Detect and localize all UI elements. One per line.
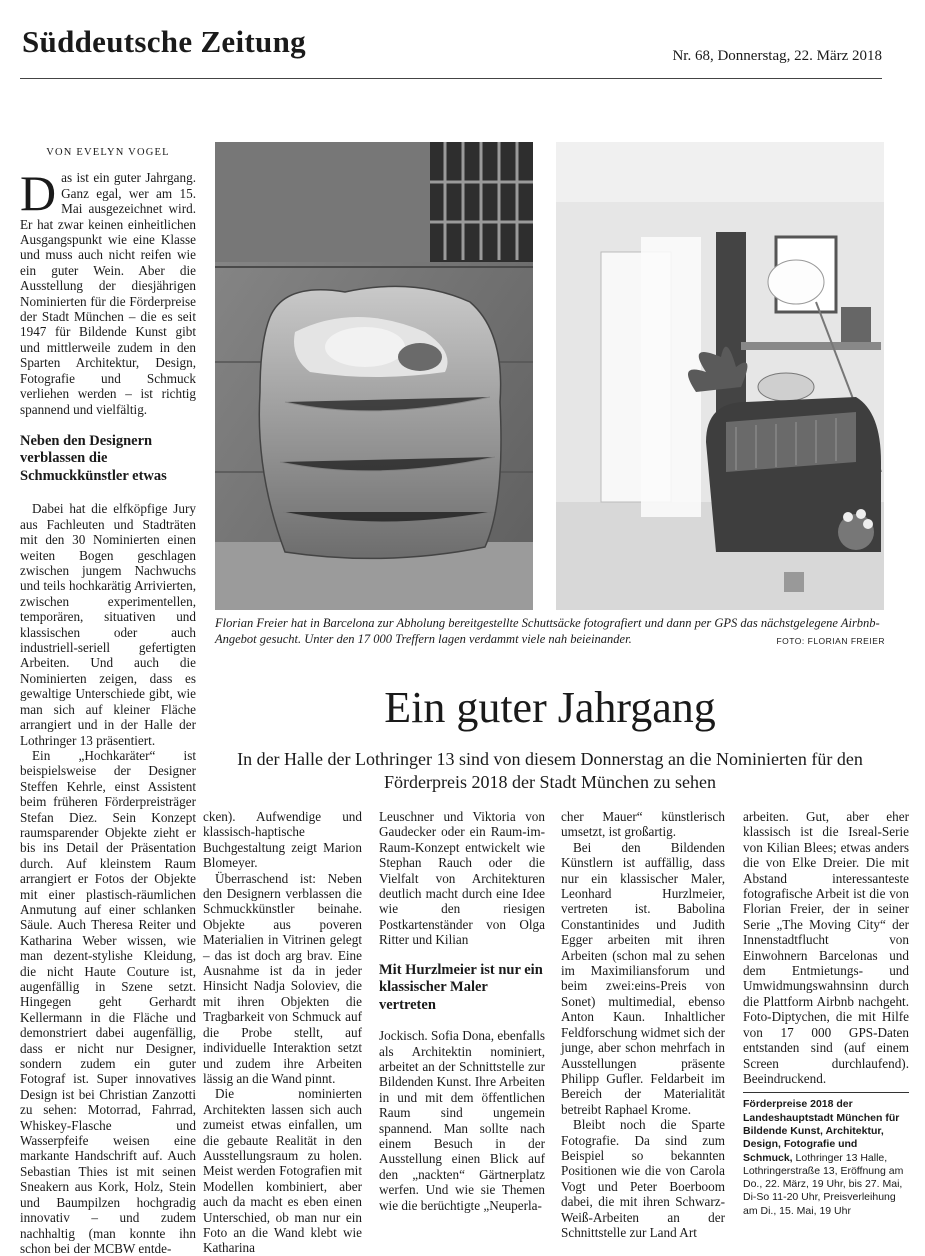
lead-text: as ist ein guter Jahrgang. Ganz egal, wer am 15. Mai ausgezeichnet wird. Er hat zwar keinen einheitlichen Ausgangspunkt wie eine Klasse und muss auch nicht reifen wie ein guter Wein. Aber die Ausstellung der diesjährigen Nominierten für die Förderpreise der Stadt München – die es seit 1947 für Bildende Kunst gibt und mittlerweile zudem in den Sparten Architektur, Design, Fotografie und Schmuck verliehen werden – ist richtig spannend und vielfältig. bbox=[20, 170, 196, 417]
paragraph: Die nominierten Architekten lassen sich auch zumeist etwas einfallen, um die gebaute Realität in den Ausstellungsraum zu holen. Meist werden Fotografien mit Modellen kombiniert, aber auch da macht es eben einen Unterschied, ob man nur ein Foto an die Wand klebt wie Katharina bbox=[203, 1086, 362, 1256]
info-box-title: Förderpreise 2018 der Landeshauptstadt München für Bildende Kunst, Architektur, Design, Fotografie und Schmuck, bbox=[743, 1098, 900, 1164]
paragraph: cken). Aufwendige und klassisch-haptische Buchgestaltung zeigt Marion Blomeyer. bbox=[203, 809, 362, 871]
photo-credit: FOTO: FLORIAN FREIER bbox=[776, 636, 885, 646]
paragraph: Dabei hat die elfköpfige Jury aus Fachleuten und Stadträten mit den 30 Nominierten einen weiten Bogen geschlagen zwischen jungem Nachwuchs und teils hochkarätig Arrivierten, zwischen experimentellen, temporären, situativen und klassischen oder auch industriell-seriell gefertigten Arbeiten. Und auch die Nominierten zeigen, dass es gewaltige Unterschiede gibt, wie man sich auf kleiner Fläche arrangiert und in der Halle der Lothringer 13 präsentiert. bbox=[20, 501, 196, 748]
paragraph: cher Mauer“ künstlerisch umsetzt, ist großartig. bbox=[561, 809, 725, 840]
photo-caption bbox=[215, 615, 885, 649]
paragraph: Bei den Bildenden Künstlern ist auffällig, dass nur ein klassischer Maler, Leonhard Hurzlmeier, vertreten ist. Babolina Constantinides und Judith Egger arbeiten mit ihren Arbeiten (schon mal zu sehen im Maximiliansforum und beim zwei:eins-Preis von Sonet) multimedial, ebenso Anton Kaun. Inhaltlicher Feldforschung widmet sich der junge, aber schon mehrfach in Ausstellungen präsente Philipp Gufler. Feldarbeit im Bereich der Materialität betreibt Raphael Krome. bbox=[561, 839, 725, 1117]
issue-date: Nr. 68, Donnerstag, 22. März 2018 bbox=[672, 48, 882, 64]
paragraph: Bleibt noch die Sparte Fotografie. Da sind zum Beispiel so bekannten Positionen wie die von Carola Vogt und Peter Boerboom dabei, die mit ihren Schwarz-Weiß-Arbeiten an der Schnittstelle zur Land Art bbox=[561, 1117, 725, 1240]
info-box bbox=[743, 1092, 909, 1218]
paragraph: Ein „Hochkaräter“ ist beispielsweise der Designer Steffen Kehrle, einst Assistent beim früheren Förderpreisträger Stefan Diez. Sein Konzept raumsparender Objekte zieht er bis ins Detail der Präsentation durch. Auf kleinstem Raum arrangiert er Fotos der Objekte mit einer plastisch-räumlichen Anmutung auf einer schlanken Säule. Auch Theresa Reiter und Katharina Weber wissen, wie man dezent-stylishe Kleidung, die nicht Haute Couture ist, augenfällig in Szene setzt. Hingegen geht Gerhardt Kellermann in die Fläche und demonstriert dabei augenfällig, dass er nicht nur Designer, sondern zudem ein guter Fotograf ist. Super innovatives Design ist bei Christian Zanzotti zu sehen: Motorrad, Fahrrad, Whiskey-Flasche und Wasserpfeife weisen eine markante Handschrift auf. Auch Sebastian Thies ist mit seinen Sneakern aus Kork, Holz, Stein und Baumpilzen hochgradig innovativ – und zudem nachhaltig (man konnte ihn schon bei der MCBW entde- bbox=[20, 747, 196, 1256]
byline: VON EVELYN VOGEL bbox=[46, 147, 170, 158]
caption-text: Florian Freier hat in Barcelona zur Abholung bereitgestellte Schuttsäcke fotografiert und dann per GPS das nächstgelegene Airbnb-Angebot gesucht. Unter den 17 000 Treffern lagen verdammt viele nah beieinander. bbox=[215, 616, 880, 646]
article-column-4 bbox=[561, 809, 725, 1240]
subheading-2: Mit Hurzlmeier ist nur ein klassischer Maler vertreten bbox=[379, 961, 543, 1013]
paragraph: arbeiten. Gut, aber eher klassisch ist die Isreal-Serie von Kilian Blees; etwas anders die von Elke Dreier. Die mit Abstand interessanteste fotografische Arbeit ist die von Florian Freier, der in seiner Serie „The Moving City“ der Innenstadtflucht von Einwohnern Barcelonas und dem Entmietungs- und Umwidmungswahnsinn durch die Plattform Airbnb nachgeht. Foto-Diptychen, die mit Hilfe von 17 000 GPS-Daten entstanden sind (auf einem Screen durchlaufend). Beeindruckend. bbox=[743, 809, 909, 1086]
paragraph: Leuschner und Viktoria von Gaudecker oder ein Raum-im-Raum-Konzept entwickelt wie Stephan Rauch oder die Vielfalt von Architekturen deutlich macht durch eine Idee wie den riesigen Postkartenständer von Olga Ritter und Kilian bbox=[379, 809, 545, 948]
lead-paragraph bbox=[20, 165, 196, 417]
info-box-text: Lothringer 13 Halle, Lothringerstraße 13, Eröffnung am Do., 22. März, 19 Uhr, bis 27. Mai, Di-So 11-20 Uhr, Preisverleihung am Di., 15. Mai, 19 Uhr bbox=[743, 1151, 904, 1217]
photo-airbnb-interior bbox=[556, 142, 884, 610]
paragraph: Überraschend ist: Neben den Designern verblassen die Schmuckkünstler beinahe. Objekte aus poveren Materialien in Vitrinen gelegt – das ist doch arg brav. Eine Ausnahme ist da in jeder Hinsicht Nadja Soloviev, die mit ihren Objekten die Tragbarkeit von Schmuck auf die Probe stellt, auf individuelle Interaktion setzt und zudem ihre Arbeiten lässig an die Wand pinnt. bbox=[203, 870, 362, 1086]
header-rule bbox=[20, 78, 882, 79]
headline: Ein guter Jahrgang bbox=[384, 683, 716, 732]
article-column-2 bbox=[203, 809, 362, 1256]
paragraph: Jockisch. Sofia Dona, ebenfalls als Architektin nominiert, arbeitet an der Schnittstelle zur Bildenden Kunst. Ihre Arbeiten in und mit dem öffentlichen Raum sind ungemein spannend. Man sollte nach einem Besuch in der Ausstellung einen Blick auf den „nackten“ Gärtnerplatz werfen. Und wie sie Themen wie die berüchtigte „Neuperla- bbox=[379, 1028, 545, 1213]
article-column-5 bbox=[743, 809, 909, 1218]
deck-subtitle: In der Halle der Lothringer 13 sind von diesem Donnerstag an die Nominierten für den Förderpreis 2018 der Stadt München zu sehen bbox=[237, 749, 863, 792]
masthead-logo: Süddeutsche Zeitung bbox=[22, 24, 306, 59]
article-column-1 bbox=[20, 145, 196, 1256]
rubble-sack-image bbox=[215, 142, 533, 610]
photo-rubble-sack bbox=[215, 142, 533, 610]
subheading-1: Neben den Designern verblassen die Schmuckkünstler etwas bbox=[20, 432, 167, 484]
article-column-3 bbox=[379, 809, 545, 1213]
interior-image bbox=[556, 142, 884, 610]
drop-cap: D bbox=[20, 165, 57, 222]
